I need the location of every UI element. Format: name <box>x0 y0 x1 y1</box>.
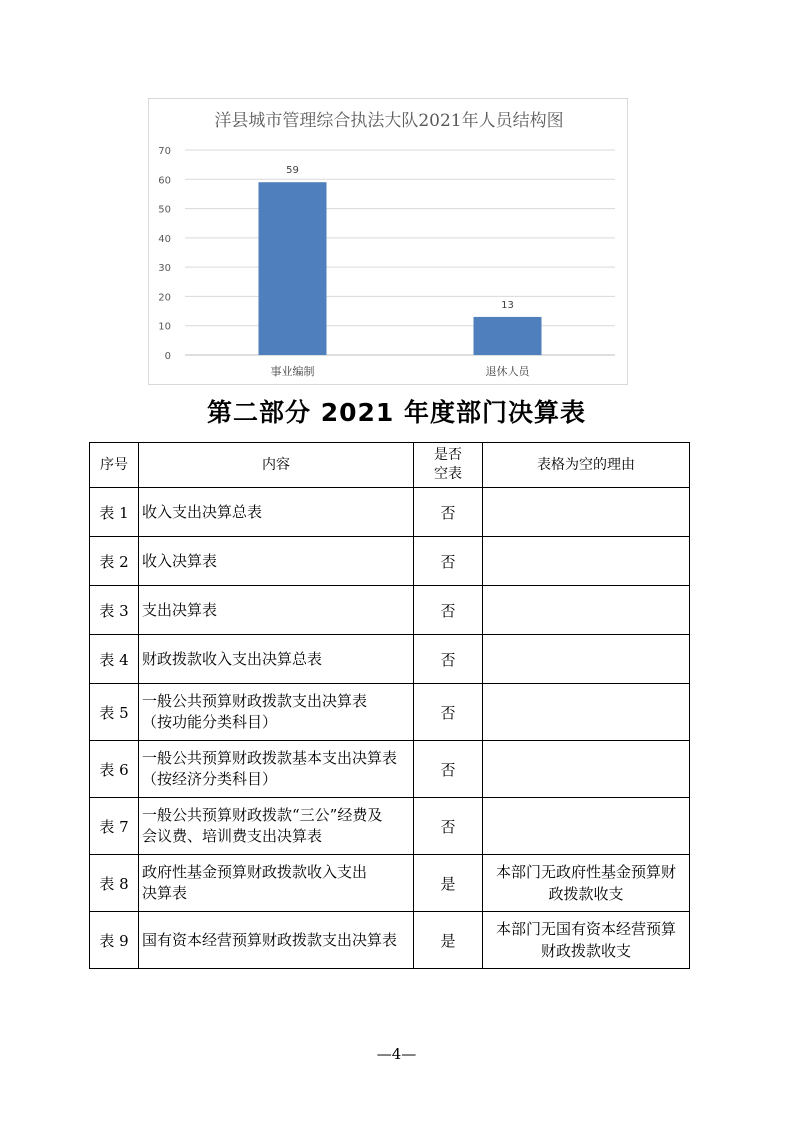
row-reason <box>483 635 690 684</box>
header-index: 序号 <box>90 443 139 488</box>
row-content <box>139 684 414 741</box>
row-reason <box>483 537 690 586</box>
table-row <box>90 488 690 537</box>
y-tick-label: 70 <box>158 146 171 157</box>
row-content-line1: 国有资本经营预算财政拨款支出决算表 <box>142 930 398 949</box>
data-label: 13 <box>501 299 514 311</box>
row-content <box>139 912 414 969</box>
row-content <box>139 586 414 635</box>
data-label: 59 <box>286 165 299 177</box>
row-reason <box>483 488 690 537</box>
row-content-line2: 会议费、培训费支出决算表 <box>142 827 323 845</box>
row-is-empty: 否 <box>414 684 483 741</box>
row-content-line1: 财政拨款收入支出决算总表 <box>142 649 323 668</box>
row-reason <box>483 741 690 798</box>
row-index: 表 1 <box>90 488 139 537</box>
row-index: 表 4 <box>90 635 139 684</box>
chart-title: 洋县城市管理综合执法大队2021年人员结构图 <box>214 111 564 131</box>
row-reason <box>483 855 690 912</box>
y-tick-label: 0 <box>164 351 171 362</box>
row-content <box>139 798 414 855</box>
row-content-line1: 政府性基金预算财政拨款收入支出 <box>142 863 368 881</box>
y-tick-label: 50 <box>158 204 171 216</box>
row-reason <box>483 798 690 855</box>
section-title: 第二部分 2021 年度部门决算表 <box>207 398 586 427</box>
row-is-empty: 否 <box>414 741 483 798</box>
row-reason-line1: 本部门无国有资本经营预算 <box>495 920 676 938</box>
row-index: 表 2 <box>90 537 139 586</box>
row-content-line1: 支出决算表 <box>142 600 218 619</box>
row-content-line2: （按功能分类科目） <box>142 713 278 731</box>
table-row <box>90 912 690 969</box>
row-reason-line2: 财政拨款收支 <box>540 942 631 960</box>
header-content: 内容 <box>139 443 414 488</box>
table-row <box>90 855 690 912</box>
row-content <box>139 855 414 912</box>
row-index: 表 5 <box>90 684 139 741</box>
bar <box>474 317 542 355</box>
y-tick-label: 30 <box>158 263 171 275</box>
row-index: 表 7 <box>90 798 139 855</box>
y-tick-label: 10 <box>158 321 171 333</box>
row-is-empty: 是 <box>414 912 483 969</box>
row-content-line1: 收入决算表 <box>142 551 218 570</box>
row-index: 表 3 <box>90 586 139 635</box>
row-reason <box>483 586 690 635</box>
table-row <box>90 537 690 586</box>
row-reason <box>483 684 690 741</box>
row-reason-line1: 本部门无政府性基金预算财 <box>495 863 676 881</box>
table-row <box>90 635 690 684</box>
y-tick-label: 20 <box>158 292 171 304</box>
x-tick-label: 退休人员 <box>485 365 530 378</box>
row-is-empty: 否 <box>414 635 483 684</box>
table-row <box>90 741 690 798</box>
row-index: 表 8 <box>90 855 139 912</box>
table-row <box>90 586 690 635</box>
header-is-empty <box>414 443 483 488</box>
row-content-line1: 收入支出决算总表 <box>142 502 263 521</box>
row-is-empty: 是 <box>414 855 483 912</box>
y-tick-label: 40 <box>158 233 171 245</box>
row-content-line2: 决算表 <box>142 884 188 902</box>
row-reason <box>483 912 690 969</box>
x-tick-label: 事业编制 <box>270 365 315 378</box>
page-number: —4— <box>376 1045 417 1063</box>
y-tick-label: 60 <box>158 175 171 187</box>
row-content-line1: 一般公共预算财政拨款支出决算表 <box>142 692 368 710</box>
row-is-empty: 否 <box>414 586 483 635</box>
row-content <box>139 741 414 798</box>
table-row <box>90 684 690 741</box>
chart-canvas <box>149 99 629 386</box>
row-index: 表 9 <box>90 912 139 969</box>
row-index: 表 6 <box>90 741 139 798</box>
row-content-line1: 一般公共预算财政拨款“三公”经费及 <box>142 806 383 824</box>
row-is-empty: 否 <box>414 798 483 855</box>
row-is-empty: 否 <box>414 488 483 537</box>
row-content <box>139 635 414 684</box>
bar <box>259 182 327 355</box>
header-is-empty-line1: 是否 <box>434 447 462 463</box>
row-content <box>139 537 414 586</box>
row-is-empty: 否 <box>414 537 483 586</box>
row-content <box>139 488 414 537</box>
row-reason-line2: 政拨款收支 <box>548 885 624 903</box>
header-is-empty-line2: 空表 <box>434 466 462 482</box>
personnel-structure-chart <box>148 98 628 385</box>
table-row <box>90 798 690 855</box>
table-header-row <box>90 443 690 488</box>
row-content-line2: （按经济分类科目） <box>142 770 278 788</box>
row-content-line1: 一般公共预算财政拨款基本支出决算表 <box>142 749 398 767</box>
header-reason: 表格为空的理由 <box>483 443 690 488</box>
final-accounts-table <box>89 442 690 969</box>
